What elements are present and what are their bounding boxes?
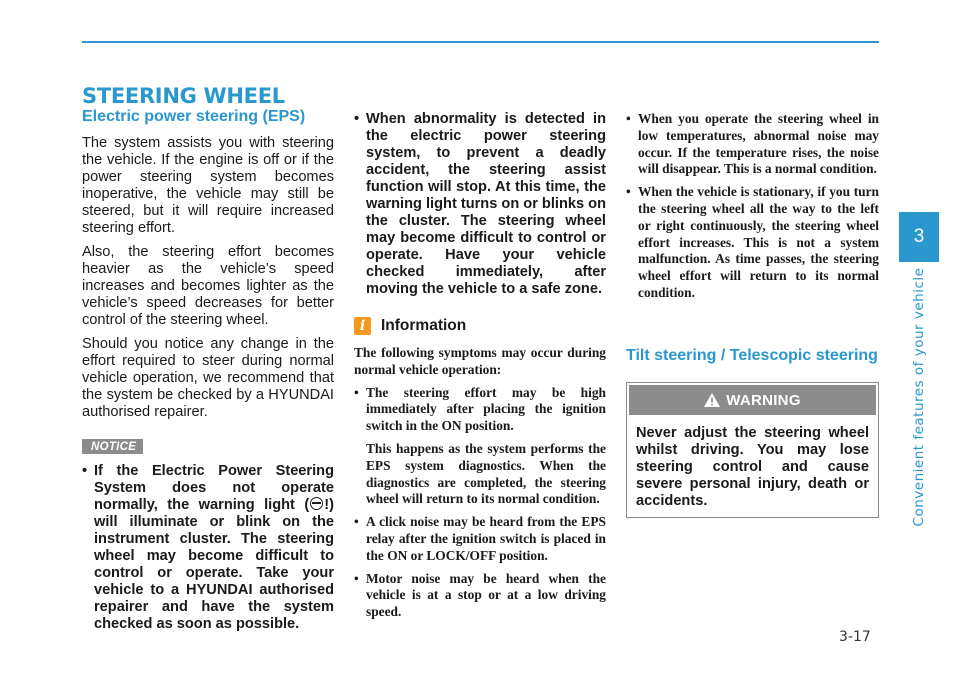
paragraph: Should you notice any change in the effort required to steer during normal vehicle operation, we recommend that the system be checked by a HYUNDAI authorised repairer. [82, 336, 334, 420]
column-3 [626, 111, 879, 308]
section-title: STEERING WHEEL [82, 84, 285, 108]
notice-list [82, 463, 334, 633]
info-list-cont [626, 111, 879, 302]
information-header [354, 317, 606, 335]
tilt-steering-heading: Tilt steering / Telescopic steering [626, 347, 878, 364]
notice-list-cont [354, 111, 606, 298]
column-2 [354, 111, 606, 627]
info-item-text: The steering effort may be high immediately after placing the ignition switch in the ON position. [366, 384, 606, 434]
warning-triangle-icon [704, 393, 720, 407]
page-number: 3-17 [839, 629, 871, 645]
info-list [354, 385, 606, 621]
info-item [354, 385, 606, 509]
information-title: Information [381, 317, 467, 334]
eps-warning-light-icon [310, 497, 323, 510]
header-rule [82, 41, 879, 43]
info-intro: The following symptoms may occur during normal vehicle operation: [354, 345, 606, 377]
info-item: • When you operate the steering wheel in low temperatures, abnormal noise may occur. If the temperature rises, the noise will disappear. This is a normal condition. [626, 111, 879, 178]
warning-text: Never adjust the steering wheel whilst driving. You may lose steering control and cause severe personal injury, death or accidents. [636, 425, 869, 509]
notice-item: • When abnormality is detected in the electric power steering system, to prevent a deadly accident, the steering assist function will stop. At this time, the warning light turns on or blinks on the cluster. The steering wheel may become difficult to control or operate. Have your vehicle checked immediately, after moving the vehicle to a safe zone. [354, 111, 606, 298]
eps-heading: Electric power steering (EPS) [82, 108, 306, 125]
notice-text-end: !) will illuminate or blink on the instrument cluster. The steering wheel may become difficult to control or operate. Take your vehicle to a HYUNDAI authorised repairer and have the system checked as soon as possible. [94, 497, 334, 632]
column-1 [82, 107, 334, 633]
info-item: • A click noise may be heard from the EPS relay after the ignition switch is placed in the ON or LOCK/OFF position. [354, 514, 606, 564]
chapter-title-vertical [905, 267, 933, 527]
notice-badge: NOTICE [82, 439, 143, 454]
warning-header [629, 385, 876, 415]
chapter-tab: 3 [899, 212, 939, 262]
chapter-title: Convenient features of your vehicle [911, 267, 927, 527]
paragraph: Also, the steering effort becomes heavier as the vehicle’s speed increases and becomes lighter as the vehicle’s speed decreases for better control of the steering wheel. [82, 244, 334, 328]
info-item-continuation: This happens as the system performs the EPS system diagnostics. When the diagnostics are completed, the steering wheel will return to its normal condition. [366, 440, 606, 507]
warning-label: WARNING [726, 391, 801, 409]
info-item: • Motor noise may be heard when the vehicle is at a stop or at a low driving speed. [354, 571, 606, 621]
info-icon: i [354, 317, 371, 335]
notice-text-start: If the Electric Power Steering System does not operate normally, the warning light ( [94, 463, 334, 513]
paragraph: The system assists you with steering the vehicle. If the engine is off or if the power steering system becomes inoperative, the vehicle may still be steered, but it will require increased steering effort. [82, 135, 334, 236]
warning-box [626, 382, 879, 518]
info-item: • When the vehicle is stationary, if you turn the steering wheel all the way to the left or right continuously, the steering wheel effort increases. This is not a system malfunction. As time passes, the steering wheel effort will return to its normal condition. [626, 184, 879, 302]
notice-item [82, 463, 334, 633]
